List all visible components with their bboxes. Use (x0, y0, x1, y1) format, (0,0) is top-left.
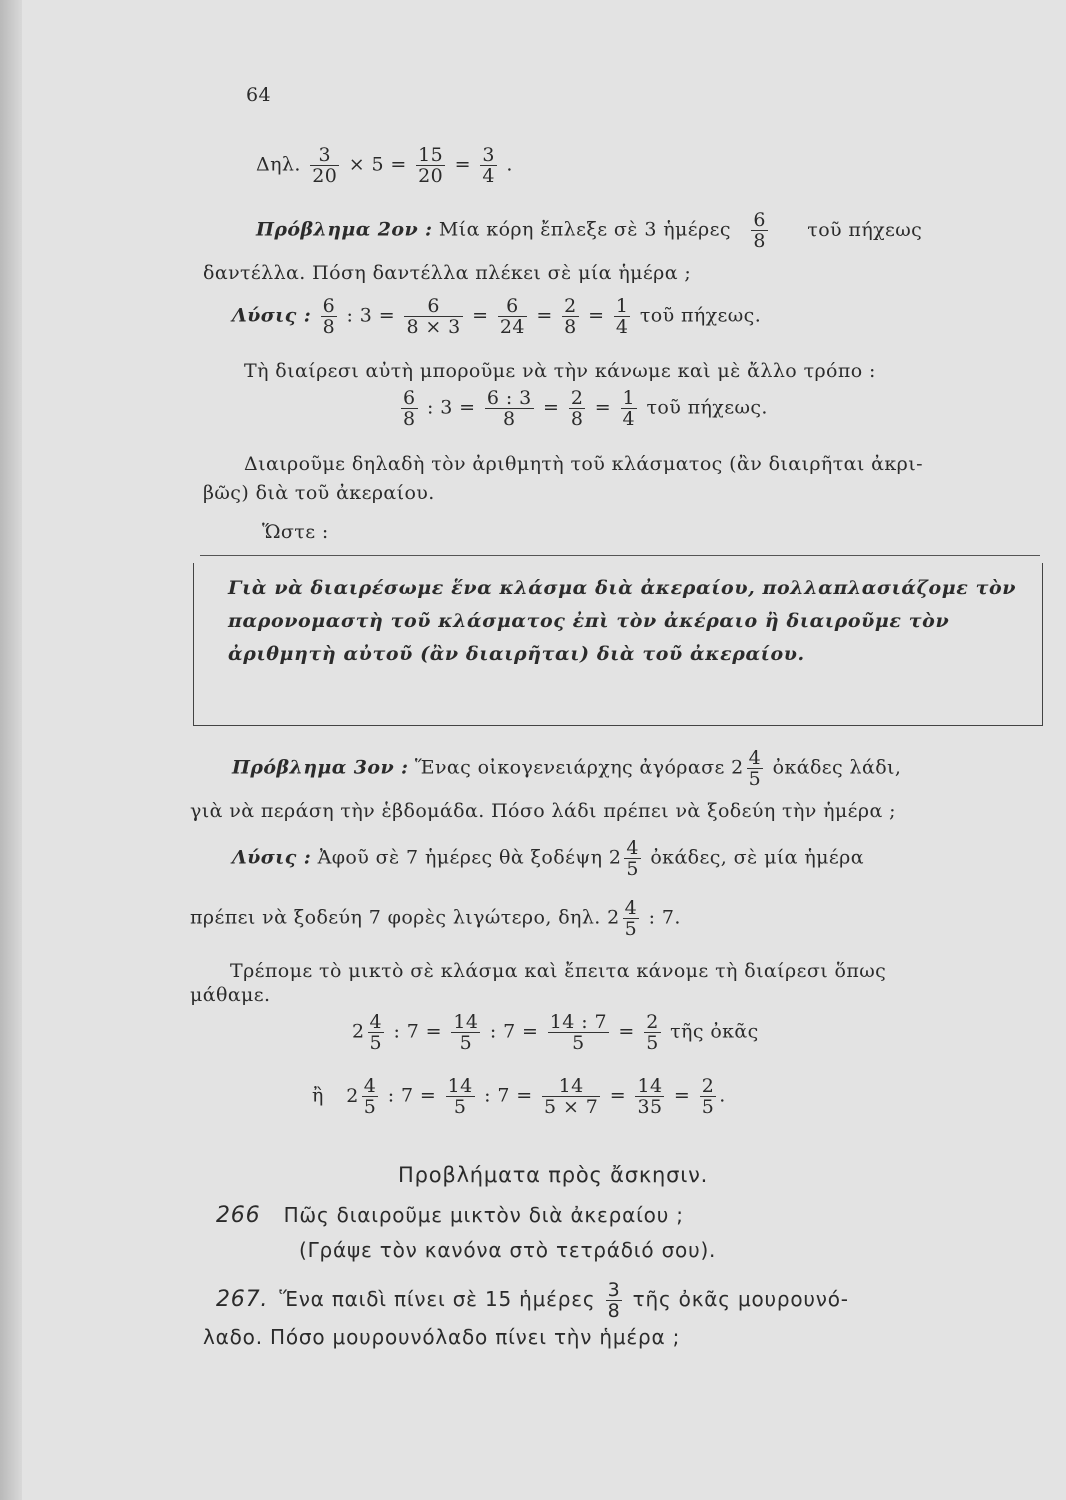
problem2-solution: Λύσις : $\frac{6}{8}$ : 3 = $\frac{6}{8 \times 3}$ = $\frac{6}{24}$ = $\frac{2}{8}$ = $\frac{1}{4}$ τοῦ πήχεως. (232, 295, 762, 338)
problem2-line1: Πρόβλημα 2ον : Μία κόρη ἔπλεξε σὲ 3 ἡμέρες $\frac{6}{8}$ τοῦ πήχεως (256, 209, 923, 252)
problem3-heading: Πρόβλημα 3ον : (232, 756, 409, 779)
problem3-calc2: ἢ 2 $\frac{4}{5}$ : 7 = $\frac{14}{5}$ : 7 = $\frac{14}{5 \times 7}$ = $\frac{14}{35}$ = $\frac{2}{5}$ . (312, 1075, 726, 1118)
problem3-solution-line1: Λύσις : Ἀφοῦ σὲ 7 ἡμέρες θὰ ξοδέψη 2 $\frac{4}{5}$ ὀκάδες, σὲ μία ἡμέρα (232, 837, 864, 880)
problem3-solution-line4: μάθαμε. (190, 984, 271, 1006)
page-number: 64 (246, 84, 271, 106)
problem3-line1: Πρόβλημα 3ον : Ἕνας οἰκογενειάρχης ἀγόρασε 2 $\frac{4}{5}$ ὀκάδες λάδι, (232, 747, 902, 790)
problem2-alt-intro: Τὴ διαίρεσι αὐτὴ μποροῦμε νὰ τὴν κάνωμε καὶ μὲ ἄλλο τρόπο : (244, 360, 876, 382)
problem3-line2: γιὰ νὰ περάση τὴν ἑβδομάδα. Πόσο λάδι πρέπει νὰ ξοδεύη τὴν ἡμέρα ; (190, 800, 896, 822)
problem2-heading: Πρόβλημα 2ον : (256, 218, 433, 241)
exercise-267-line2: λαδο. Πόσο μουρουνόλαδο πίνει τὴν ἡμέρα ; (203, 1325, 681, 1349)
exercise-266-number: 266 (216, 1203, 261, 1228)
page-edge-shadow (0, 0, 22, 1500)
example-equation: Δηλ. $\frac{3}{20}$ × 5 = $\frac{15}{20}$ = $\frac{3}{4}$ . (256, 144, 513, 187)
rule-text: Γιὰ νὰ διαιρέσωμε ἕνα κλάσμα διὰ ἀκεραίου, πολλαπλασιάζομε τὸν παρονομαστὴ τοῦ κλάσματος ἐπὶ τὸν ἀκέραιο ἢ διαιροῦμε τὸν ἀριθμητὴ αὐτοῦ (ἂν διαιρῆται) διὰ τοῦ ἀκεραίου. (228, 577, 1017, 665)
problem3-calc1: 2 $\frac{4}{5}$ : 7 = $\frac{14}{5}$ : 7 = $\frac{14 : 7}{5}$ = $\frac{2}{5}$ τῆς ὀκᾶς (352, 1011, 759, 1054)
problem2-alt-solution: $\frac{6}{8}$ : 3 = $\frac{6 : 3}{8}$ = $\frac{2}{8}$ = $\frac{1}{4}$ τοῦ πήχεως. (403, 387, 768, 430)
exercise-266-line1: 266 Πῶς διαιροῦμε μικτὸν διὰ ἀκεραίου ; (216, 1203, 684, 1228)
problem2-so: Ὥστε : (262, 521, 329, 543)
problem3-solution-line3: Τρέπομε τὸ μικτὸ σὲ κλάσμα καὶ ἔπειτα κάνομε τὴ διαίρεσι ὅπως (230, 960, 887, 982)
problem2-explanation-line2: βῶς) διὰ τοῦ ἀκεραίου. (203, 482, 435, 504)
exercise-267-line1: 267. Ἕνα παιδὶ πίνει σὲ 15 ἡμέρες $\frac{3}{8}$ τῆς ὀκᾶς μουρουνό- (216, 1279, 849, 1322)
exercise-267-number: 267. (216, 1287, 269, 1312)
problem2-line2: δαντέλλα. Πόση δαντέλλα πλέκει σὲ μία ἡμέρα ; (203, 262, 692, 284)
exercise-266-line2: (Γράψε τὸν κανόνα στὸ τετράδιό σου). (299, 1238, 717, 1262)
problem3-solution-line2: πρέπει νὰ ξοδεύη 7 φορὲς λιγώτερο, δηλ. 2 $\frac{4}{5}$ : 7. (190, 897, 681, 940)
exercises-title: Προβλήματα πρὸς ἄσκησιν. (398, 1163, 709, 1187)
rule-top-line (200, 555, 1040, 556)
problem2-explanation-line1: Διαιροῦμε δηλαδὴ τὸν ἀριθμητὴ τοῦ κλάσματος (ἂν διαιρῆται ἀκρι- (244, 453, 923, 475)
